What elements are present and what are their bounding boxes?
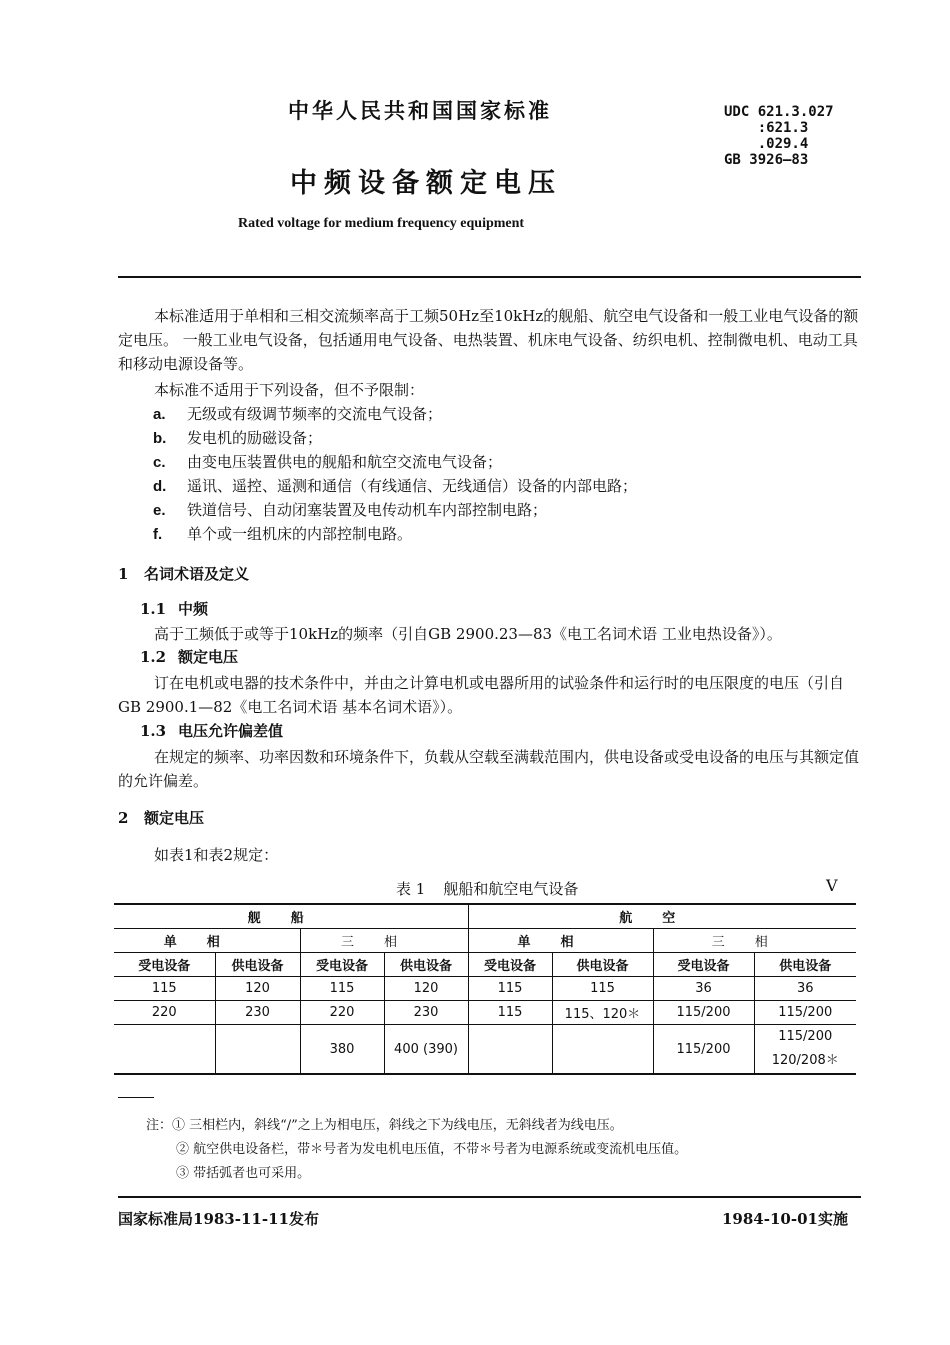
subsection-number: 1.1 (140, 600, 167, 618)
table-cell: 115/200 (754, 1001, 856, 1025)
cell-line: 120/208＊ (771, 1053, 839, 1068)
note-item: 注：① 三相栏内，斜线“/”之上为相电压，斜线之下为线电压，无斜线者为线电压。 (146, 1118, 623, 1133)
table-phase-header: 单相 (468, 929, 653, 953)
table-column-header: 受电设备 (653, 953, 754, 977)
definition-text: 高于工频低于或等于10kHz的频率（引自GB 2900.23—83《电工名词术语 工业电热设备》）。 (154, 625, 782, 643)
table-cell: 220 (114, 1001, 215, 1025)
list-item-text: 无级或有级调节频率的交流电气设备； (187, 405, 443, 423)
table-group-header: 航空 (468, 904, 856, 929)
voltage-table (114, 903, 856, 1075)
table-cell: 115 (300, 977, 384, 1001)
list-item (153, 450, 502, 475)
udc-code-block (724, 104, 834, 168)
table-cell: 115 (468, 1001, 552, 1025)
section-heading (118, 807, 204, 828)
table-cell (552, 1025, 653, 1075)
table-cell: 120 (215, 977, 300, 1001)
table-notes (146, 1114, 687, 1186)
list-item-label: a. (153, 406, 166, 423)
table-cell: 230 (215, 1001, 300, 1025)
section-heading (118, 563, 249, 584)
table-number: 表 1 (396, 880, 426, 898)
subsection-title: 额定电压 (178, 648, 239, 666)
list-item-label: f. (153, 526, 163, 543)
table-unit: V (826, 876, 838, 895)
udc-line: :621.3 (724, 120, 809, 136)
table-cell: 115/200 (653, 1001, 754, 1025)
list-item (153, 402, 442, 427)
table-cell: 36 (754, 977, 856, 1001)
table-title: 舰船和航空电气设备 (443, 880, 579, 898)
udc-line: UDC 621.3.027 (724, 104, 834, 120)
definition-text: 订在电机或电器的技术条件中，并由之计算电机或电器所用的试验条件和运行时的电压限度的电压（引自GB 2900.1—82《电工名词术语 基本名词术语》）。 (118, 674, 845, 716)
table-phase-header: 三相 (653, 929, 856, 953)
list-item-text: 单个或一组机床的内部控制电路。 (187, 525, 413, 543)
list-item-text: 由变电压装置供电的舰船和航空交流电气设备； (187, 453, 503, 471)
subsection-title: 中频 (178, 600, 209, 618)
list-item-label: d. (153, 478, 167, 495)
gb-number: GB 3926—83 (724, 152, 809, 168)
list-item-label: c. (153, 454, 166, 471)
standard-header-title: 中华人民共和国国家标准 (288, 98, 552, 123)
table-cell: 36 (653, 977, 754, 1001)
table-cell: 115 (552, 977, 653, 1001)
intro-paragraph: 本标准适用于单相和三相交流频率高于工频50Hz至10kHz的舰船、航空电气设备和一般工业电气设备的额定电压。 一般工业电气设备，包括通用电气设备、电热装置、机床电气设备、纺织电机、控制微电机、电动工具和移动电源设备等。 (118, 307, 859, 373)
table-column-header: 供电设备 (552, 953, 653, 977)
list-item-text: 遥讯、遥控、遥测和通信（有线通信、无线通信）设备的内部电路； (187, 477, 638, 495)
document-title: 中频设备额定电压 (290, 168, 562, 199)
table-cell: 120 (384, 977, 468, 1001)
cell-line: 115/200 (778, 1029, 833, 1044)
section-title: 额定电压 (144, 809, 205, 827)
table-row (114, 977, 856, 1001)
table-cell: 230 (384, 1001, 468, 1025)
header-rule (118, 276, 861, 278)
table-cell: 115/200 (653, 1025, 754, 1075)
table-cell: 115 (114, 977, 215, 1001)
table-phase-header: 三相 (300, 929, 468, 953)
english-title: Rated voltage for medium frequency equipment (238, 216, 525, 231)
list-item (153, 522, 412, 547)
table-cell: 115、120＊ (552, 1001, 653, 1025)
note-item: ③ 带括弧者也可采用。 (176, 1166, 311, 1181)
table-cell (468, 1025, 552, 1075)
table-group-header: 舰船 (114, 904, 468, 929)
table-column-header: 受电设备 (300, 953, 384, 977)
table-column-header: 供电设备 (754, 953, 856, 977)
note-separator (118, 1097, 154, 1098)
list-item (153, 426, 322, 451)
table-cell: 220 (300, 1001, 384, 1025)
table-cell (215, 1025, 300, 1075)
issue-date: 国家标准局1983-11-11发布 (118, 1210, 319, 1228)
section-title: 名词术语及定义 (144, 565, 250, 583)
subsection-number: 1.3 (140, 722, 167, 740)
table-cell: 400 (390) (384, 1025, 468, 1075)
effective-date: 1984-10-01实施 (722, 1210, 848, 1228)
intro-exclusion-paragraph: 本标准不适用于下列设备，但不予限制： (154, 381, 425, 399)
subsection-heading (140, 646, 238, 667)
section-number: 1 (118, 565, 129, 583)
list-item-label: e. (153, 502, 166, 519)
table-column-header: 供电设备 (215, 953, 300, 977)
table-row (114, 1025, 856, 1075)
section-number: 2 (118, 809, 129, 827)
list-item-text: 铁道信号、自动闭塞装置及电传动机车内部控制电路； (187, 501, 548, 519)
list-item-label: b. (153, 430, 167, 447)
table-column-header: 受电设备 (114, 953, 215, 977)
table-cell (754, 1025, 856, 1075)
definition-text: 在规定的频率、功率因数和环境条件下，负载从空载至满载范围内，供电设备或受电设备的电压与其额定值的允许偏差。 (118, 748, 860, 790)
subsection-number: 1.2 (140, 648, 167, 666)
table-cell (114, 1025, 215, 1075)
table-caption (396, 878, 578, 899)
list-item (153, 474, 637, 499)
table-column-header: 受电设备 (468, 953, 552, 977)
section-text: 如表1和表2规定： (154, 846, 279, 864)
table-row (114, 1001, 856, 1025)
table-cell: 380 (300, 1025, 384, 1075)
udc-line: .029.4 (724, 136, 809, 152)
footer-rule (118, 1196, 861, 1198)
table-phase-header: 单相 (114, 929, 300, 953)
table-cell: 115 (468, 977, 552, 1001)
list-item (153, 498, 547, 523)
subsection-heading (140, 598, 208, 619)
table-column-header: 供电设备 (384, 953, 468, 977)
subsection-title: 电压允许偏差值 (178, 722, 284, 740)
note-item: ② 航空供电设备栏，带＊号者为发电机电压值，不带＊号者为电源系统或变流机电压值。 (176, 1142, 688, 1157)
list-item-text: 发电机的励磁设备； (187, 429, 323, 447)
subsection-heading (140, 720, 283, 741)
